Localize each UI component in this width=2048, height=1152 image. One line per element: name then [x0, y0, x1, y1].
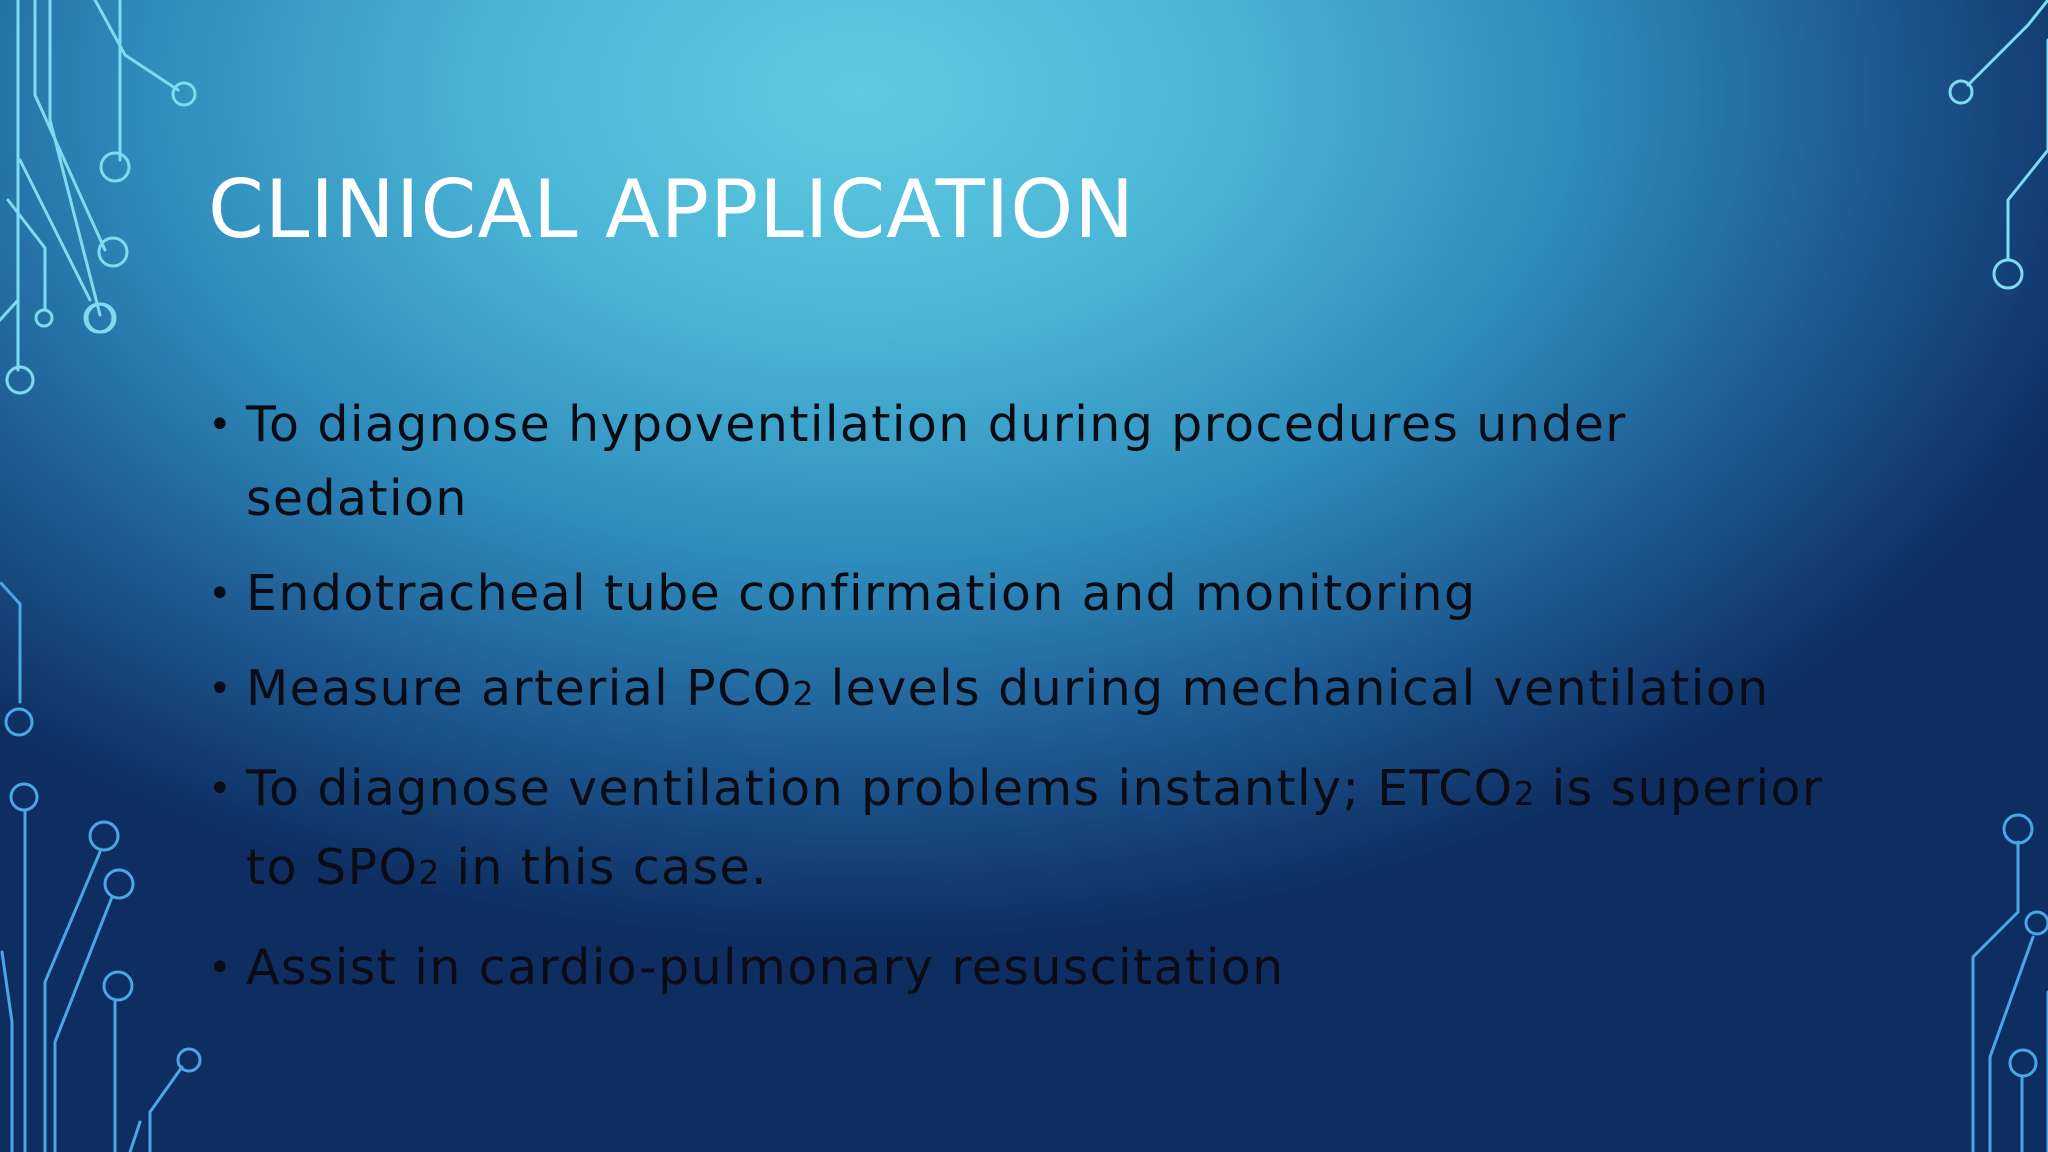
bullet-dot-icon: •: [208, 766, 233, 812]
bullet-text: [246, 660, 1770, 717]
text-segment: To diagnose ventilation problems instantly; ETCO: [246, 760, 1514, 817]
bullet-item: [208, 931, 1848, 1005]
text-segment: levels during mechanical ventilation: [813, 660, 1770, 717]
slide-title: CLINICAL APPLICATION: [208, 163, 1136, 256]
circuit-decoration-bottom-right: [1908, 812, 2048, 1152]
subscript: 2: [1513, 774, 1535, 813]
text-segment: is superior to SPO: [246, 760, 1824, 896]
bullet-list: [208, 388, 1848, 1026]
bullet-item: [208, 557, 1848, 631]
bullet-item: [208, 388, 1848, 536]
bullet-dot-icon: •: [208, 945, 233, 991]
bullet-dot-icon: •: [208, 402, 233, 448]
bullet-text: [246, 760, 1823, 896]
text-segment: Measure arterial PCO: [246, 660, 793, 717]
text-segment: in this case.: [439, 839, 769, 896]
subscript: 2: [792, 674, 814, 713]
bullet-dot-icon: •: [208, 666, 233, 712]
bullet-text: Assist in cardio-pulmonary resuscitation: [246, 939, 1285, 996]
circuit-decoration-top-right: [1928, 0, 2048, 310]
bullet-text: To diagnose hypoventilation during procedures under sedation: [246, 396, 1627, 527]
bullet-item: [208, 752, 1848, 910]
subscript: 2: [418, 853, 440, 892]
circuit-decoration-top-left: [0, 0, 230, 420]
bullet-text: Endotracheal tube confirmation and monitoring: [246, 565, 1477, 622]
bullet-item: [208, 652, 1848, 731]
bullet-dot-icon: •: [208, 571, 233, 617]
circuit-decoration-bottom-left: [0, 582, 230, 1152]
